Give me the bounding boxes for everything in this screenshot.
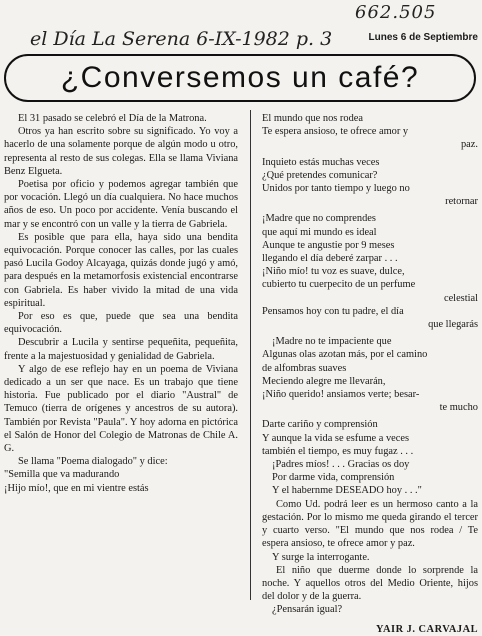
poem-line: ¡Madre que no comprendes — [262, 213, 376, 225]
headline-box — [4, 54, 476, 102]
article-paragraph: Es posible que para ella, haya sido una bendita equivocación. Porque conocer las calles, por las cuales pasó Lucila Godoy Alcayaga, quizás donde jugó y amó, para después en la metamorfosis existencial encontrarse con Gabriela. Es haber vivido la mitad de una vida espiritual. — [4, 231, 238, 309]
poem-line: Aunque te angustie por 9 meses — [262, 239, 395, 251]
poem-line: Pensamos hoy con tu padre, el día — [262, 305, 404, 317]
poem-line: que aquí mi mundo es ideal — [262, 226, 377, 238]
poem-line: Y surge la interrogante. — [272, 551, 370, 563]
dateline: Lunes 6 de Septiembre — [368, 32, 478, 43]
poem-line: Inquieto estás muchas veces — [262, 156, 380, 168]
poem-line: cubierto tu cuerpecito de un perfume — [262, 279, 416, 291]
author-signature: YAIR J. CARVAJAL — [375, 623, 478, 635]
poem-line: Te espera ansioso, te ofrece amor y — [262, 126, 409, 138]
handwritten-source-annotation: el Día La Serena 6-IX-1982 p. 3 — [30, 28, 333, 50]
poem-line: de alfombras suaves — [262, 362, 347, 374]
poem-line: Por darme vida, comprensión — [272, 472, 395, 484]
poem-line: Unidos por tanto tiempo y luego no — [262, 183, 410, 195]
poem-line: te mucho — [439, 402, 478, 414]
poem-line: llegando el día deberé zarpar . . . — [262, 253, 398, 265]
poem-line: Y aunque la vida se esfume a veces — [262, 432, 410, 444]
poem-line: ¡Padres míos! . . . Gracias os doy — [272, 459, 410, 471]
poem-line: ¡Hijo mío!, que en mi vientre estás — [4, 482, 149, 494]
article-paragraph: Y algo de ese reflejo hay en un poema de Viviana dedicado a un ser que nace. Es un trabajo que tiene historia. Fue publicado por el diario "Austral" de Temuco (tierra de orígenes y ancestros de su autora). También por Revista "Paula". Y hoy adorna en pictórica el Salón de Honor del Colegio de Matronas de Chile A. G. — [4, 363, 238, 455]
article-paragraph: Otros ya han escrito sobre su significado. Yo voy a hacerlo de una solamente porque de algún modo u otro, representa al resto de sus colegas. Ella se llama Viviana Benz Elgueta. — [4, 126, 238, 177]
poem-line: que llegarás — [428, 319, 478, 331]
column-divider — [250, 110, 251, 600]
headline: ¿Conversemos un café? — [60, 61, 420, 94]
article-left-column — [4, 112, 238, 495]
poem-line: Y el habernme DESEADO hoy . . ." — [272, 485, 422, 497]
article-paragraph: Como Ud. podrá leer es un hermoso canto a la gestación. Por lo mismo me queda girando el tercer y cuarto verso. "El mundo que nos rodea / Te espera ansioso, te ofrece amor y paz. — [262, 498, 478, 550]
poem-line: Meciendo alegre me llevarán, — [262, 375, 386, 387]
poem-line: ¿Qué pretendes comunicar? — [262, 169, 378, 181]
poem-line: ¡Madre no te impaciente que — [272, 336, 392, 348]
poem-line: "Semilla que va madurando — [4, 469, 120, 481]
article-paragraph: Poetisa por oficio y podemos agregar también que por vocación. Llegó un día cualquiera. No hace muchos años de eso. Un poco por accidente. Venía buscando el mar y se encontró con un valle y la tierra de Gabriela. — [4, 179, 238, 230]
article-right-column — [262, 112, 478, 636]
poem-line: Algunas olas azotan más, por el camino — [262, 349, 428, 361]
article-paragraph: El niño que duerme donde lo sorprende la noche. Y aquellos otros del Medio Oriente, hijos del dolor y de la guerra. — [262, 564, 478, 603]
poem-line: paz. — [460, 139, 478, 151]
archive-number-annotation: 662.505 — [355, 2, 437, 23]
poem-line: ¡Niño mío! tu voz es suave, dulce, — [262, 266, 405, 278]
article-paragraph: Descubrir a Lucila y sentirse pequeñita, pequeñita, frente a la majestuosidad y genialidad de Gabriela. — [4, 337, 238, 362]
article-paragraph: Se llama "Poema dialogado" y dice: — [18, 456, 168, 468]
poem-line: retornar — [445, 196, 478, 208]
poem-line: también el tiempo, es muy fugaz . . . — [262, 445, 414, 457]
poem-line: ¡Niño querido! ansiamos verte; besar- — [262, 389, 420, 401]
article-paragraph: Por eso es que, puede que sea una bendita equivocación. — [4, 311, 238, 336]
poem-line: ¿Pensarán igual? — [272, 604, 343, 616]
poem-line: Darte cariño y comprensión — [262, 419, 378, 431]
poem-line: celestial — [443, 292, 478, 304]
article-paragraph: El 31 pasado se celebró el Día de la Matrona. — [18, 113, 207, 124]
poem-line: El mundo que nos rodea — [262, 113, 363, 124]
